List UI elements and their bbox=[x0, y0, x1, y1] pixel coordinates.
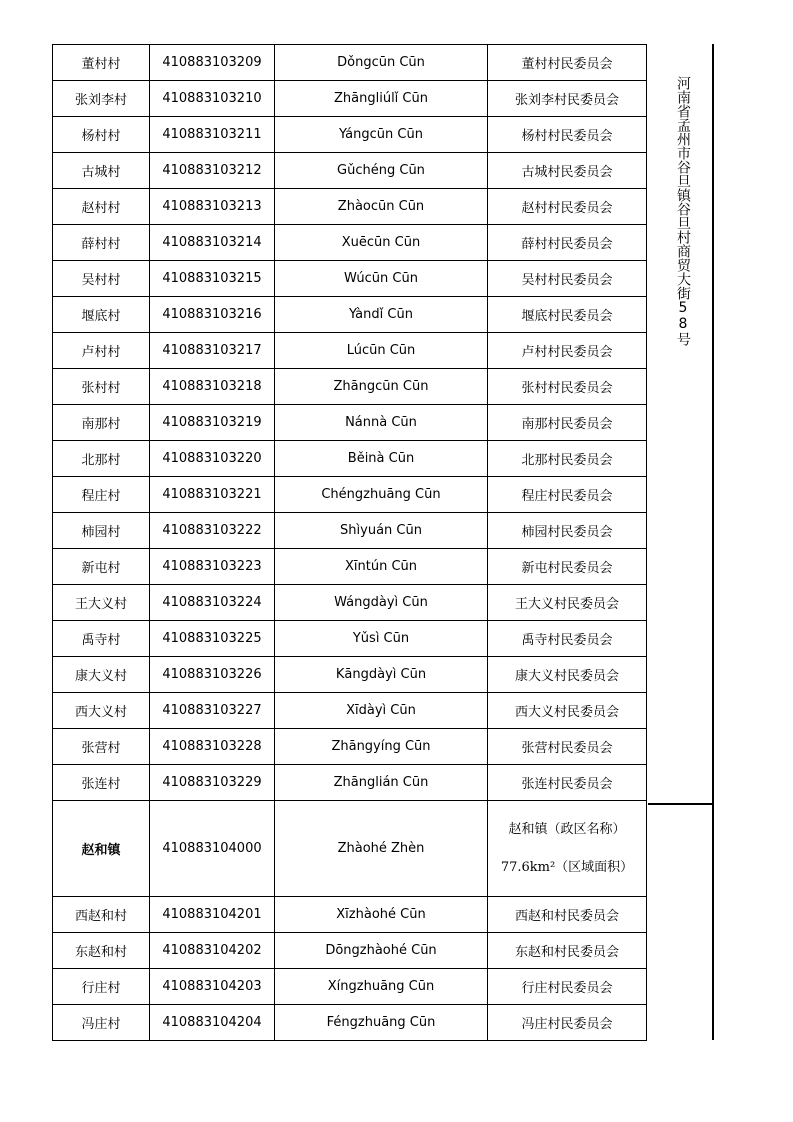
pinyin-name: Xīntún Cūn bbox=[275, 549, 488, 585]
committee-name: 程庄村民委员会 bbox=[488, 477, 647, 513]
pinyin-name: Lúcūn Cūn bbox=[275, 333, 488, 369]
table-row bbox=[53, 657, 647, 693]
village-name: 张营村 bbox=[53, 729, 150, 765]
division-code: 410883103210 bbox=[150, 81, 275, 117]
village-name: 新屯村 bbox=[53, 549, 150, 585]
committee-name: 新屯村民委员会 bbox=[488, 549, 647, 585]
pinyin-name: Běinà Cūn bbox=[275, 441, 488, 477]
village-name: 卢村村 bbox=[53, 333, 150, 369]
village-table bbox=[52, 44, 647, 1041]
table-row bbox=[53, 333, 647, 369]
village-name: 杨村村 bbox=[53, 117, 150, 153]
table-row bbox=[53, 621, 647, 657]
office-address: 河南省孟州市谷旦镇谷旦村商贸大街58号 bbox=[675, 76, 691, 346]
pinyin-name: Xíngzhuāng Cūn bbox=[275, 969, 488, 1005]
town-info bbox=[488, 801, 647, 897]
village-name: 北那村 bbox=[53, 441, 150, 477]
table-row bbox=[53, 897, 647, 933]
committee-name: 张营村民委员会 bbox=[488, 729, 647, 765]
village-name: 王大义村 bbox=[53, 585, 150, 621]
village-name: 南那村 bbox=[53, 405, 150, 441]
committee-name: 董村村民委员会 bbox=[488, 45, 647, 81]
town-info-area: 77.6km²（区域面积） bbox=[500, 859, 634, 875]
village-name: 东赵和村 bbox=[53, 933, 150, 969]
committee-name: 张连村民委员会 bbox=[488, 765, 647, 801]
town-pinyin-name: Zhàohé Zhèn bbox=[275, 801, 488, 897]
pinyin-name: Dōngzhàohé Cūn bbox=[275, 933, 488, 969]
village-name: 冯庄村 bbox=[53, 1005, 150, 1041]
table-row bbox=[53, 549, 647, 585]
division-code: 410883103212 bbox=[150, 153, 275, 189]
committee-name: 禹寺村民委员会 bbox=[488, 621, 647, 657]
village-table-body bbox=[53, 45, 647, 1041]
table-row bbox=[53, 225, 647, 261]
division-code: 410883103227 bbox=[150, 693, 275, 729]
pinyin-name: Yàndǐ Cūn bbox=[275, 297, 488, 333]
division-code: 410883103225 bbox=[150, 621, 275, 657]
pinyin-name: Zhānglián Cūn bbox=[275, 765, 488, 801]
table-row bbox=[53, 117, 647, 153]
committee-name: 柿园村民委员会 bbox=[488, 513, 647, 549]
division-code: 410883103214 bbox=[150, 225, 275, 261]
village-name: 西赵和村 bbox=[53, 897, 150, 933]
division-code: 410883103222 bbox=[150, 513, 275, 549]
division-code: 410883103217 bbox=[150, 333, 275, 369]
village-name: 行庄村 bbox=[53, 969, 150, 1005]
village-name: 董村村 bbox=[53, 45, 150, 81]
spacer bbox=[488, 839, 646, 859]
pinyin-name: Yǔsì Cūn bbox=[275, 621, 488, 657]
table-row bbox=[53, 81, 647, 117]
committee-name: 杨村村民委员会 bbox=[488, 117, 647, 153]
committee-name: 东赵和村民委员会 bbox=[488, 933, 647, 969]
town-division-code: 410883104000 bbox=[150, 801, 275, 897]
division-code: 410883103229 bbox=[150, 765, 275, 801]
committee-name: 吴村村民委员会 bbox=[488, 261, 647, 297]
pinyin-name: Yángcūn Cūn bbox=[275, 117, 488, 153]
committee-name: 赵村村民委员会 bbox=[488, 189, 647, 225]
village-name: 禹寺村 bbox=[53, 621, 150, 657]
division-code: 410883103216 bbox=[150, 297, 275, 333]
table-row bbox=[53, 297, 647, 333]
committee-name: 堰底村民委员会 bbox=[488, 297, 647, 333]
village-name: 程庄村 bbox=[53, 477, 150, 513]
village-name: 康大义村 bbox=[53, 657, 150, 693]
table-row bbox=[53, 369, 647, 405]
division-code: 410883103220 bbox=[150, 441, 275, 477]
division-code: 410883104201 bbox=[150, 897, 275, 933]
committee-name: 王大义村民委员会 bbox=[488, 585, 647, 621]
division-code: 410883103218 bbox=[150, 369, 275, 405]
division-code: 410883103209 bbox=[150, 45, 275, 81]
village-name: 西大义村 bbox=[53, 693, 150, 729]
division-code: 410883103219 bbox=[150, 405, 275, 441]
pinyin-name: Zhāngyíng Cūn bbox=[275, 729, 488, 765]
village-name: 张连村 bbox=[53, 765, 150, 801]
pinyin-name: Xīzhàohé Cūn bbox=[275, 897, 488, 933]
table-row bbox=[53, 261, 647, 297]
pinyin-name: Chéngzhuāng Cūn bbox=[275, 477, 488, 513]
table-row bbox=[53, 441, 647, 477]
pinyin-name: Zhāngcūn Cūn bbox=[275, 369, 488, 405]
division-code: 410883103224 bbox=[150, 585, 275, 621]
village-name: 赵村村 bbox=[53, 189, 150, 225]
town-separator-line bbox=[648, 803, 713, 805]
division-code: 410883104202 bbox=[150, 933, 275, 969]
town-row bbox=[53, 801, 647, 897]
committee-name: 北那村民委员会 bbox=[488, 441, 647, 477]
committee-name: 薛村村民委员会 bbox=[488, 225, 647, 261]
table-row bbox=[53, 405, 647, 441]
pinyin-name: Gǔchéng Cūn bbox=[275, 153, 488, 189]
pinyin-name: Nánnà Cūn bbox=[275, 405, 488, 441]
village-name: 张刘李村 bbox=[53, 81, 150, 117]
committee-name: 南那村民委员会 bbox=[488, 405, 647, 441]
committee-name: 张村村民委员会 bbox=[488, 369, 647, 405]
division-code: 410883104203 bbox=[150, 969, 275, 1005]
pinyin-name: Zhāngliúlǐ Cūn bbox=[275, 81, 488, 117]
table-row bbox=[53, 969, 647, 1005]
table-row bbox=[53, 477, 647, 513]
division-code: 410883103215 bbox=[150, 261, 275, 297]
table-row bbox=[53, 45, 647, 81]
pinyin-name: Xuēcūn Cūn bbox=[275, 225, 488, 261]
address-column-divider bbox=[712, 44, 714, 1040]
pinyin-name: Wúcūn Cūn bbox=[275, 261, 488, 297]
table-row bbox=[53, 933, 647, 969]
village-name: 吴村村 bbox=[53, 261, 150, 297]
committee-name: 冯庄村民委员会 bbox=[488, 1005, 647, 1041]
pinyin-name: Wángdàyì Cūn bbox=[275, 585, 488, 621]
table-row bbox=[53, 189, 647, 225]
committee-name: 张刘李村民委员会 bbox=[488, 81, 647, 117]
table-row bbox=[53, 765, 647, 801]
committee-name: 古城村民委员会 bbox=[488, 153, 647, 189]
pinyin-name: Dǒngcūn Cūn bbox=[275, 45, 488, 81]
pinyin-name: Kāngdàyì Cūn bbox=[275, 657, 488, 693]
town-name: 赵和镇 bbox=[53, 801, 150, 897]
committee-name: 西赵和村民委员会 bbox=[488, 897, 647, 933]
division-code: 410883104204 bbox=[150, 1005, 275, 1041]
table-row bbox=[53, 729, 647, 765]
division-code: 410883103223 bbox=[150, 549, 275, 585]
committee-name: 西大义村民委员会 bbox=[488, 693, 647, 729]
pinyin-name: Zhàocūn Cūn bbox=[275, 189, 488, 225]
committee-name: 行庄村民委员会 bbox=[488, 969, 647, 1005]
division-code: 410883103226 bbox=[150, 657, 275, 693]
division-code: 410883103228 bbox=[150, 729, 275, 765]
village-name: 张村村 bbox=[53, 369, 150, 405]
village-name: 古城村 bbox=[53, 153, 150, 189]
table-row bbox=[53, 153, 647, 189]
pinyin-name: Féngzhuāng Cūn bbox=[275, 1005, 488, 1041]
committee-name: 康大义村民委员会 bbox=[488, 657, 647, 693]
pinyin-name: Shìyuán Cūn bbox=[275, 513, 488, 549]
town-info-name: 赵和镇（政区名称） bbox=[508, 821, 626, 837]
committee-name: 卢村村民委员会 bbox=[488, 333, 647, 369]
pinyin-name: Xīdàyì Cūn bbox=[275, 693, 488, 729]
table-row bbox=[53, 1005, 647, 1041]
division-code: 410883103213 bbox=[150, 189, 275, 225]
table-row bbox=[53, 693, 647, 729]
village-name: 柿园村 bbox=[53, 513, 150, 549]
village-name: 薛村村 bbox=[53, 225, 150, 261]
table-row bbox=[53, 513, 647, 549]
division-code: 410883103221 bbox=[150, 477, 275, 513]
division-code: 410883103211 bbox=[150, 117, 275, 153]
village-name: 堰底村 bbox=[53, 297, 150, 333]
table-row bbox=[53, 585, 647, 621]
